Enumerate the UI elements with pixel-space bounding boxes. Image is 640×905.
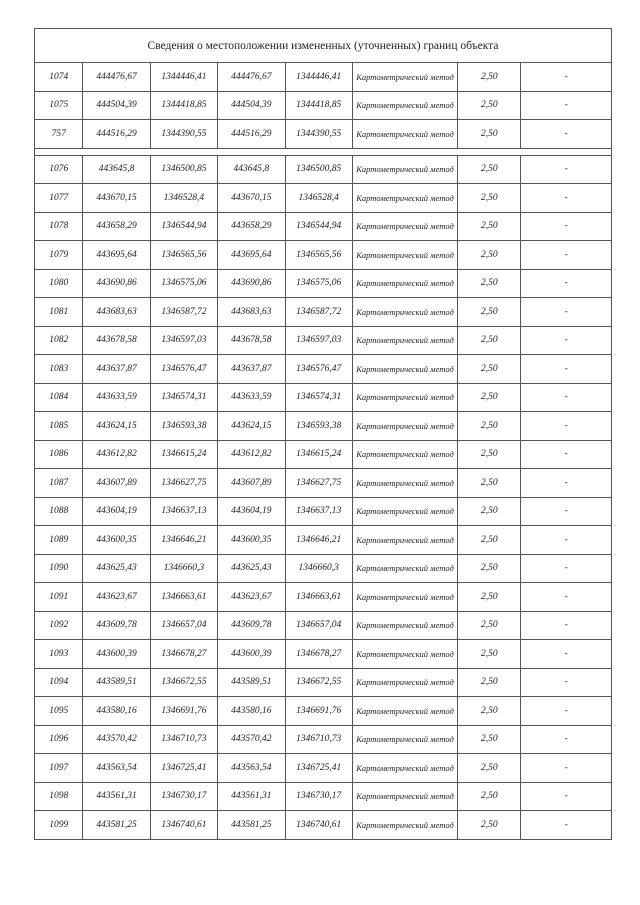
x-new: 443670,15 <box>218 184 285 213</box>
x-new: 443612,82 <box>218 440 285 469</box>
y-existing: 1346574,31 <box>150 383 217 412</box>
y-existing: 1344418,85 <box>150 91 217 120</box>
method-cell: Картометрический метод <box>352 640 457 669</box>
y-existing: 1344446,41 <box>150 63 217 92</box>
table-row <box>35 497 612 526</box>
x-new: 444476,67 <box>218 63 285 92</box>
description-cell: - <box>521 326 612 355</box>
accuracy-cell: 2,50 <box>458 91 521 120</box>
point-number: 1084 <box>35 383 83 412</box>
point-number: 1082 <box>35 326 83 355</box>
y-new: 1346576,47 <box>285 355 352 384</box>
accuracy-cell: 2,50 <box>458 241 521 270</box>
point-number: 1090 <box>35 554 83 583</box>
method-cell: Картометрический метод <box>352 583 457 612</box>
y-existing: 1346678,27 <box>150 640 217 669</box>
accuracy-cell: 2,50 <box>458 355 521 384</box>
table-row <box>35 269 612 298</box>
x-existing: 443623,67 <box>83 583 150 612</box>
description-cell: - <box>521 469 612 498</box>
description-cell: - <box>521 440 612 469</box>
x-existing: 444516,29 <box>83 120 150 149</box>
table-row <box>35 155 612 184</box>
y-existing: 1346565,56 <box>150 241 217 270</box>
table-row <box>35 91 612 120</box>
point-number: 1092 <box>35 611 83 640</box>
point-number: 1080 <box>35 269 83 298</box>
method-cell: Картометрический метод <box>352 120 457 149</box>
point-number: 1077 <box>35 184 83 213</box>
method-cell: Картометрический метод <box>352 326 457 355</box>
table-row <box>35 754 612 783</box>
method-cell: Картометрический метод <box>352 383 457 412</box>
method-cell: Картометрический метод <box>352 91 457 120</box>
x-new: 443637,87 <box>218 355 285 384</box>
x-existing: 443624,15 <box>83 412 150 441</box>
table-row <box>35 212 612 241</box>
x-new: 443581,25 <box>218 811 285 840</box>
accuracy-cell: 2,50 <box>458 782 521 811</box>
accuracy-cell: 2,50 <box>458 583 521 612</box>
x-existing: 443570,42 <box>83 725 150 754</box>
y-existing: 1346544,94 <box>150 212 217 241</box>
table-row <box>35 526 612 555</box>
point-number: 1099 <box>35 811 83 840</box>
point-number: 1098 <box>35 782 83 811</box>
point-number: 1091 <box>35 583 83 612</box>
y-new: 1346565,56 <box>285 241 352 270</box>
y-new: 1346710,73 <box>285 725 352 754</box>
y-new: 1346663,61 <box>285 583 352 612</box>
method-cell: Картометрический метод <box>352 668 457 697</box>
description-cell: - <box>521 697 612 726</box>
table-row <box>35 640 612 669</box>
table-row <box>35 668 612 697</box>
method-cell: Картометрический метод <box>352 412 457 441</box>
point-number: 1095 <box>35 697 83 726</box>
y-new: 1346740,61 <box>285 811 352 840</box>
y-existing: 1346672,55 <box>150 668 217 697</box>
x-new: 443609,78 <box>218 611 285 640</box>
point-number: 1079 <box>35 241 83 270</box>
x-new: 443624,15 <box>218 412 285 441</box>
y-new: 1346678,27 <box>285 640 352 669</box>
table-row <box>35 583 612 612</box>
y-new: 1346544,94 <box>285 212 352 241</box>
x-existing: 443600,39 <box>83 640 150 669</box>
y-new: 1346725,41 <box>285 754 352 783</box>
method-cell: Картометрический метод <box>352 782 457 811</box>
x-existing: 443678,58 <box>83 326 150 355</box>
x-new: 443570,42 <box>218 725 285 754</box>
accuracy-cell: 2,50 <box>458 725 521 754</box>
accuracy-cell: 2,50 <box>458 383 521 412</box>
y-existing: 1346730,17 <box>150 782 217 811</box>
y-existing: 1346627,75 <box>150 469 217 498</box>
x-new: 443589,51 <box>218 668 285 697</box>
y-new: 1346657,04 <box>285 611 352 640</box>
x-existing: 443690,86 <box>83 269 150 298</box>
accuracy-cell: 2,50 <box>458 63 521 92</box>
accuracy-cell: 2,50 <box>458 120 521 149</box>
table-row <box>35 611 612 640</box>
table-row <box>35 241 612 270</box>
point-number: 1094 <box>35 668 83 697</box>
description-cell: - <box>521 497 612 526</box>
method-cell: Картометрический метод <box>352 526 457 555</box>
x-new: 443623,67 <box>218 583 285 612</box>
y-new: 1346593,38 <box>285 412 352 441</box>
description-cell: - <box>521 184 612 213</box>
x-existing: 443581,25 <box>83 811 150 840</box>
table-row <box>35 811 612 840</box>
x-existing: 443625,43 <box>83 554 150 583</box>
y-new: 1346660,3 <box>285 554 352 583</box>
description-cell: - <box>521 91 612 120</box>
method-cell: Картометрический метод <box>352 811 457 840</box>
x-new: 443690,86 <box>218 269 285 298</box>
description-cell: - <box>521 383 612 412</box>
method-cell: Картометрический метод <box>352 63 457 92</box>
y-existing: 1344390,55 <box>150 120 217 149</box>
x-new: 443600,39 <box>218 640 285 669</box>
y-existing: 1346725,41 <box>150 754 217 783</box>
y-existing: 1346691,76 <box>150 697 217 726</box>
description-cell: - <box>521 412 612 441</box>
x-existing: 443589,51 <box>83 668 150 697</box>
point-number: 1093 <box>35 640 83 669</box>
table-title-row <box>35 29 612 63</box>
table-row <box>35 383 612 412</box>
description-cell: - <box>521 668 612 697</box>
point-number: 1089 <box>35 526 83 555</box>
point-number: 757 <box>35 120 83 149</box>
y-existing: 1346576,47 <box>150 355 217 384</box>
y-new: 1346587,72 <box>285 298 352 327</box>
x-existing: 443683,63 <box>83 298 150 327</box>
table-row <box>35 725 612 754</box>
description-cell: - <box>521 554 612 583</box>
point-number: 1081 <box>35 298 83 327</box>
accuracy-cell: 2,50 <box>458 554 521 583</box>
y-existing: 1346646,21 <box>150 526 217 555</box>
accuracy-cell: 2,50 <box>458 668 521 697</box>
x-existing: 444504,39 <box>83 91 150 120</box>
description-cell: - <box>521 526 612 555</box>
method-cell: Картометрический метод <box>352 440 457 469</box>
point-number: 1078 <box>35 212 83 241</box>
x-new: 444516,29 <box>218 120 285 149</box>
table-row <box>35 412 612 441</box>
section-separator-row <box>35 148 612 155</box>
method-cell: Картометрический метод <box>352 212 457 241</box>
accuracy-cell: 2,50 <box>458 640 521 669</box>
y-existing: 1346657,04 <box>150 611 217 640</box>
table-row <box>35 184 612 213</box>
y-new: 1346597,03 <box>285 326 352 355</box>
description-cell: - <box>521 583 612 612</box>
method-cell: Картометрический метод <box>352 155 457 184</box>
y-existing: 1346660,3 <box>150 554 217 583</box>
x-existing: 443580,16 <box>83 697 150 726</box>
table-row <box>35 326 612 355</box>
x-new: 443561,31 <box>218 782 285 811</box>
x-new: 443683,63 <box>218 298 285 327</box>
point-number: 1097 <box>35 754 83 783</box>
accuracy-cell: 2,50 <box>458 184 521 213</box>
x-existing: 443612,82 <box>83 440 150 469</box>
description-cell: - <box>521 269 612 298</box>
accuracy-cell: 2,50 <box>458 412 521 441</box>
y-new: 1346627,75 <box>285 469 352 498</box>
x-existing: 443607,89 <box>83 469 150 498</box>
table-row <box>35 355 612 384</box>
description-cell: - <box>521 754 612 783</box>
method-cell: Картометрический метод <box>352 611 457 640</box>
accuracy-cell: 2,50 <box>458 212 521 241</box>
description-cell: - <box>521 640 612 669</box>
x-existing: 443604,19 <box>83 497 150 526</box>
x-new: 443607,89 <box>218 469 285 498</box>
y-existing: 1346710,73 <box>150 725 217 754</box>
method-cell: Картометрический метод <box>352 469 457 498</box>
y-existing: 1346500,85 <box>150 155 217 184</box>
y-new: 1346575,06 <box>285 269 352 298</box>
x-new: 443604,19 <box>218 497 285 526</box>
description-cell: - <box>521 212 612 241</box>
y-existing: 1346663,61 <box>150 583 217 612</box>
y-existing: 1346615,24 <box>150 440 217 469</box>
table-row <box>35 440 612 469</box>
method-cell: Картометрический метод <box>352 184 457 213</box>
x-existing: 443600,35 <box>83 526 150 555</box>
x-new: 443563,54 <box>218 754 285 783</box>
x-existing: 443563,54 <box>83 754 150 783</box>
y-existing: 1346575,06 <box>150 269 217 298</box>
method-cell: Картометрический метод <box>352 355 457 384</box>
y-existing: 1346528,4 <box>150 184 217 213</box>
accuracy-cell: 2,50 <box>458 298 521 327</box>
x-new: 443600,35 <box>218 526 285 555</box>
point-number: 1074 <box>35 63 83 92</box>
table-row <box>35 120 612 149</box>
y-existing: 1346593,38 <box>150 412 217 441</box>
x-new: 443658,29 <box>218 212 285 241</box>
x-new: 443625,43 <box>218 554 285 583</box>
description-cell: - <box>521 241 612 270</box>
y-new: 1346672,55 <box>285 668 352 697</box>
table-row <box>35 298 612 327</box>
point-number: 1088 <box>35 497 83 526</box>
point-number: 1076 <box>35 155 83 184</box>
y-existing: 1346587,72 <box>150 298 217 327</box>
method-cell: Картометрический метод <box>352 725 457 754</box>
accuracy-cell: 2,50 <box>458 440 521 469</box>
y-new: 1344446,41 <box>285 63 352 92</box>
method-cell: Картометрический метод <box>352 754 457 783</box>
y-new: 1344390,55 <box>285 120 352 149</box>
x-existing: 443695,64 <box>83 241 150 270</box>
accuracy-cell: 2,50 <box>458 326 521 355</box>
point-number: 1075 <box>35 91 83 120</box>
method-cell: Картометрический метод <box>352 497 457 526</box>
accuracy-cell: 2,50 <box>458 469 521 498</box>
description-cell: - <box>521 298 612 327</box>
description-cell: - <box>521 811 612 840</box>
accuracy-cell: 2,50 <box>458 811 521 840</box>
x-new: 443633,59 <box>218 383 285 412</box>
x-existing: 443561,31 <box>83 782 150 811</box>
method-cell: Картометрический метод <box>352 554 457 583</box>
x-existing: 443637,87 <box>83 355 150 384</box>
point-number: 1096 <box>35 725 83 754</box>
description-cell: - <box>521 63 612 92</box>
y-new: 1346730,17 <box>285 782 352 811</box>
section-separator <box>35 148 612 155</box>
y-existing: 1346597,03 <box>150 326 217 355</box>
x-existing: 443609,78 <box>83 611 150 640</box>
method-cell: Картометрический метод <box>352 697 457 726</box>
description-cell: - <box>521 355 612 384</box>
accuracy-cell: 2,50 <box>458 697 521 726</box>
table-row <box>35 469 612 498</box>
y-new: 1346691,76 <box>285 697 352 726</box>
accuracy-cell: 2,50 <box>458 754 521 783</box>
y-new: 1346574,31 <box>285 383 352 412</box>
y-new: 1346500,85 <box>285 155 352 184</box>
point-number: 1086 <box>35 440 83 469</box>
x-new: 444504,39 <box>218 91 285 120</box>
y-new: 1346637,13 <box>285 497 352 526</box>
description-cell: - <box>521 120 612 149</box>
table-row <box>35 554 612 583</box>
x-existing: 443658,29 <box>83 212 150 241</box>
accuracy-cell: 2,50 <box>458 611 521 640</box>
method-cell: Картометрический метод <box>352 269 457 298</box>
accuracy-cell: 2,50 <box>458 497 521 526</box>
method-cell: Картометрический метод <box>352 241 457 270</box>
point-number: 1085 <box>35 412 83 441</box>
x-new: 443580,16 <box>218 697 285 726</box>
y-new: 1346615,24 <box>285 440 352 469</box>
table-row <box>35 697 612 726</box>
x-existing: 443645,8 <box>83 155 150 184</box>
description-cell: - <box>521 782 612 811</box>
description-cell: - <box>521 155 612 184</box>
point-number: 1087 <box>35 469 83 498</box>
boundary-coordinates-table <box>34 28 612 840</box>
y-new: 1346646,21 <box>285 526 352 555</box>
y-new: 1344418,85 <box>285 91 352 120</box>
x-new: 443645,8 <box>218 155 285 184</box>
accuracy-cell: 2,50 <box>458 526 521 555</box>
x-existing: 443670,15 <box>83 184 150 213</box>
accuracy-cell: 2,50 <box>458 269 521 298</box>
table-row <box>35 782 612 811</box>
y-existing: 1346740,61 <box>150 811 217 840</box>
point-number: 1083 <box>35 355 83 384</box>
table-title: Сведения о местоположении измененных (уточненных) границ объекта <box>35 29 612 63</box>
x-existing: 444476,67 <box>83 63 150 92</box>
x-new: 443678,58 <box>218 326 285 355</box>
x-existing: 443633,59 <box>83 383 150 412</box>
table-row <box>35 63 612 92</box>
y-new: 1346528,4 <box>285 184 352 213</box>
y-existing: 1346637,13 <box>150 497 217 526</box>
description-cell: - <box>521 725 612 754</box>
x-new: 443695,64 <box>218 241 285 270</box>
accuracy-cell: 2,50 <box>458 155 521 184</box>
method-cell: Картометрический метод <box>352 298 457 327</box>
description-cell: - <box>521 611 612 640</box>
